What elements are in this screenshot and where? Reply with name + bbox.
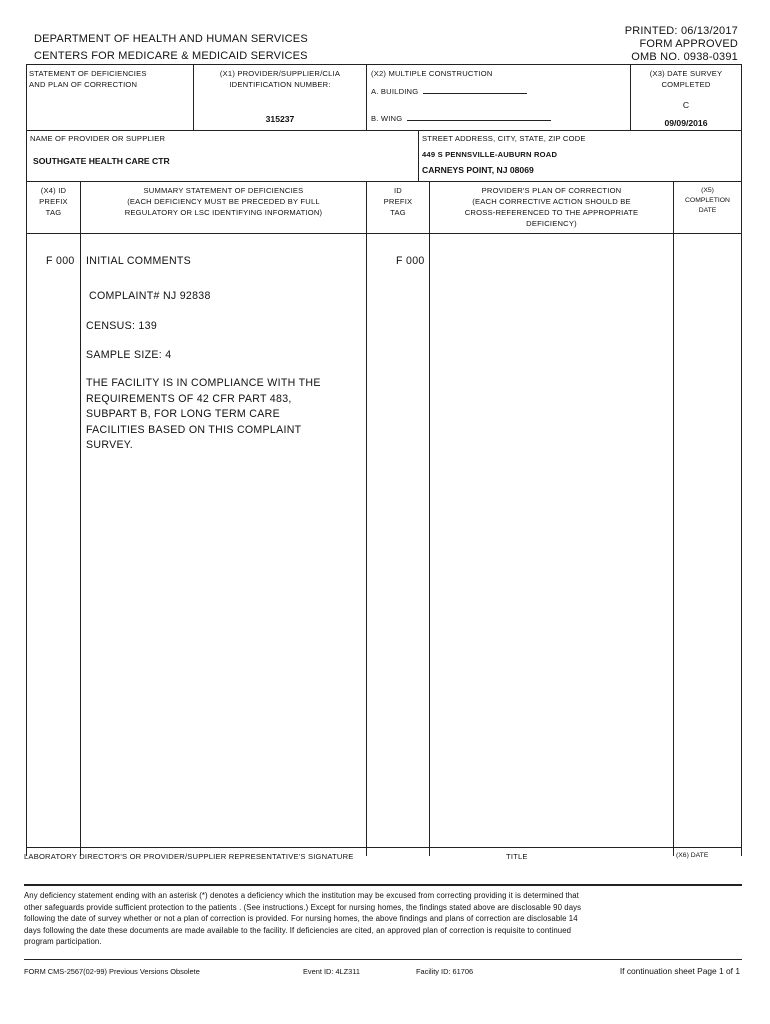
building-blank bbox=[423, 85, 527, 94]
page-indicator: If continuation sheet Page 1 of 1 bbox=[619, 966, 740, 976]
form-number: FORM CMS-2567(02-99) Previous Versions Obsolete bbox=[24, 967, 200, 976]
form-approved: FORM APPROVED bbox=[639, 38, 738, 50]
id-header: ID PREFIX TAG bbox=[383, 186, 413, 217]
col-divider-4 bbox=[673, 181, 674, 856]
top-rule bbox=[26, 64, 742, 65]
col-divider-3 bbox=[429, 181, 430, 856]
survey-code: C bbox=[682, 100, 690, 110]
column-header-rule bbox=[26, 233, 742, 234]
wing-field: B. WING bbox=[371, 112, 551, 124]
x1-label: (X1) PROVIDER/SUPPLIER/CLIA IDENTIFICATION NUMBER: bbox=[219, 69, 341, 89]
omb-number: OMB NO. 0938-0391 bbox=[631, 51, 738, 63]
left-border bbox=[26, 64, 27, 856]
sample-size: SAMPLE SIZE: 4 bbox=[86, 349, 172, 361]
entry-title: INITIAL COMMENTS bbox=[86, 255, 192, 267]
signature-label: LABORATORY DIRECTOR'S OR PROVIDER/SUPPLIER REPRESENTATIVE'S SIGNATURE bbox=[24, 852, 354, 861]
divider-x2 bbox=[366, 64, 367, 130]
address-label: STREET ADDRESS, CITY, STATE, ZIP CODE bbox=[422, 134, 586, 143]
wing-blank bbox=[407, 112, 551, 121]
x5-header: (X5) COMPLETION DATE bbox=[685, 187, 730, 214]
address-line-2: CARNEYS POINT, NJ 08069 bbox=[422, 165, 534, 175]
divider-address bbox=[418, 130, 419, 181]
compliance-statement: THE FACILITY IS IN COMPLIANCE WITH THE REQUIREMENTS OF 42 CFR PART 483, SUBPART B, FOR LONG TERM CARE FACILITIES BASED ON THIS COMPLAINT SURVEY. bbox=[86, 377, 321, 451]
footer-rule bbox=[24, 959, 742, 960]
disclaimer-rule bbox=[24, 884, 742, 886]
provider-id-number: 315237 bbox=[265, 114, 295, 124]
plan-header: PROVIDER'S PLAN OF CORRECTION (EACH CORRECTIVE ACTION SHOULD BE CROSS-REFERENCED TO THE APPROPRIATE DEFICIENCY) bbox=[464, 186, 639, 228]
provider-name-label: NAME OF PROVIDER OR SUPPLIER bbox=[30, 134, 166, 143]
building-field: A. BUILDING bbox=[371, 85, 527, 97]
prefix-tag-left: F 000 bbox=[46, 255, 75, 267]
signature-rule bbox=[26, 847, 742, 848]
event-id: Event ID: 4LZ311 bbox=[303, 967, 360, 976]
complaint-number: COMPLAINT# NJ 92838 bbox=[89, 290, 211, 302]
census: CENSUS: 139 bbox=[86, 320, 158, 332]
right-border bbox=[741, 64, 742, 856]
summary-header: SUMMARY STATEMENT OF DEFICIENCIES (EACH DEFICIENCY MUST BE PRECEDED BY FULL REGULATORY OR LSC IDENTIFYING INFORMATION) bbox=[124, 186, 323, 217]
address-line-1: 449 S PENNSVILLE-AUBURN ROAD bbox=[422, 150, 558, 159]
x3-label: (X3) DATE SURVEY COMPLETED bbox=[649, 69, 723, 89]
statement-label: STATEMENT OF DEFICIENCIES AND PLAN OF CORRECTION bbox=[29, 69, 147, 89]
signature-date-label: (X6) DATE bbox=[676, 852, 709, 859]
x4-header: (X4) ID PREFIX TAG bbox=[39, 186, 68, 217]
provider-name: SOUTHGATE HEALTH CARE CTR bbox=[33, 156, 170, 166]
x2-label: (X2) MULTIPLE CONSTRUCTION bbox=[371, 69, 493, 78]
disclaimer-text: Any deficiency statement ending with an asterisk (*) denotes a deficiency which the institution may be excused from correcting providing it is determined that other safeguards provide sufficient protection to the patients . (See instructions.) Except for nursing homes, the findings stated above are disclosable 90 days following the date of survey whether or not a plan of correction is provided. For nursing homes, the above findings and plans of correction are disclosable 14 days following the date these documents are made available to the facility. If deficiencies are cited, an approved plan of correction is requisite to continued program participation. bbox=[24, 891, 582, 947]
id-row-rule bbox=[26, 130, 742, 131]
col-divider-1 bbox=[80, 181, 81, 856]
printed-date: PRINTED: 06/13/2017 bbox=[624, 25, 738, 37]
department-title: DEPARTMENT OF HEALTH AND HUMAN SERVICES bbox=[34, 33, 308, 45]
facility-id: Facility ID: 61706 bbox=[416, 967, 474, 976]
title-label: TITLE bbox=[506, 852, 528, 861]
provider-row-rule bbox=[26, 181, 742, 182]
centers-title: CENTERS FOR MEDICARE & MEDICAID SERVICES bbox=[34, 50, 308, 62]
col-divider-2 bbox=[366, 181, 367, 856]
prefix-tag-right: F 000 bbox=[396, 255, 425, 267]
survey-date: 09/09/2016 bbox=[664, 118, 708, 128]
